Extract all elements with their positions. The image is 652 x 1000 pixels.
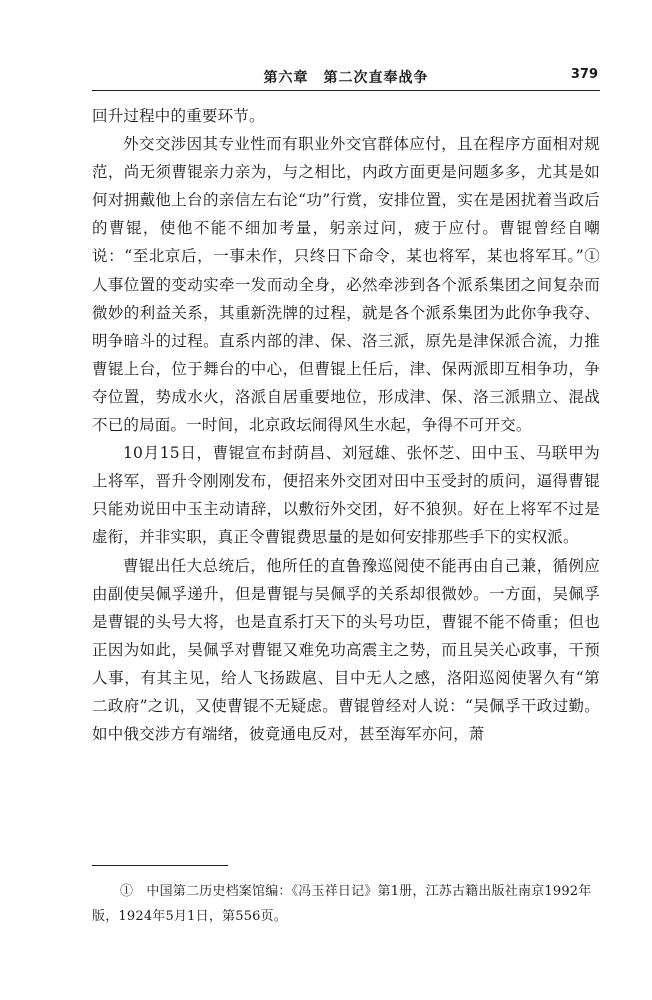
- paragraph: 曹锟出任大总统后，他所任的直鲁豫巡阅使不能再由自己兼，循例应由副使吴佩孚递升，但是曹锟与吴佩孚的关系却很微妙。一方面，吴佩孚是曹锟的头号大将，也是直系打天下的头号功臣，曹锟不能不倚重；但也正因为如此，吴佩孚对曹锟又难免功高震主之势，而且吴关心政事，干预人事，有其主见，给人飞扬跋扈、目中无人之感，洛阳巡阅使署久有“第二政府”之讥，又使曹锟不无疑虑。曹锟曾经对人说：“吴佩孚干政过勤。如中俄交涉方有端绪，彼竟通电反对，甚至海军亦问，萧: [92, 556, 600, 744]
- paragraph-continuation: 回升过程中的重要环节。: [92, 107, 265, 125]
- footnote-divider: [92, 865, 228, 866]
- running-header: [92, 62, 600, 91]
- footnote: ① 中国第二历史档案馆编：《冯玉祥日记》第1册，江苏古籍出版社南京1992年版，1924年5月1日，第556页。: [92, 884, 592, 924]
- chapter-title: 第六章 第二次直奉战争: [263, 70, 429, 86]
- paragraph: 10月15日，曹锟宣布封荫昌、刘冠雄、张怀芝、田中玉、马联甲为上将军，晋升令刚刚发布，便招来外交团对田中玉受封的质问，逼得曹锟只能劝说田中玉主动请辞，以敷衍外交团，好不狼狈。好在上将军不过是虚衔，并非实职，真正令曹锟费思量的是如何安排那些手下的实权派。: [92, 444, 600, 547]
- paragraph: 外交交涉因其专业性而有职业外交官群体应付，且在程序方面相对规范，尚无须曹锟亲力亲为，与之相比，内政方面更是问题多多，尤其是如何对拥戴他上台的亲信左右论“功”行赏，安排位置，实在是困扰着当政后的曹锟，使他不能不细加考量，躬亲过问，疲于应付。曹锟曾经自嘲说：“至北京后，一事未作，只终日下命令，某也将军，某也将军耳。”①人事位置的变动实牵一发而动全身，必然牵涉到各个派系集团之间复杂而微妙的利益关系，其重新洗牌的过程，就是各个派系集团为此你争我夺、明争暗斗的过程。直系内部的津、保、洛三派，原先是津保派合流，力推曹锟上台，位于舞台的中心，但曹锟上任后，津、保两派即互相争功，争夺位置，势成水火，洛派自居重要地位，形成津、保、洛三派鼎立、混战不已的局面。一时间，北京政坛闹得风生水起，争得不可开交。: [92, 135, 600, 435]
- page-number: 379: [570, 67, 598, 82]
- body-text: [92, 102, 600, 748]
